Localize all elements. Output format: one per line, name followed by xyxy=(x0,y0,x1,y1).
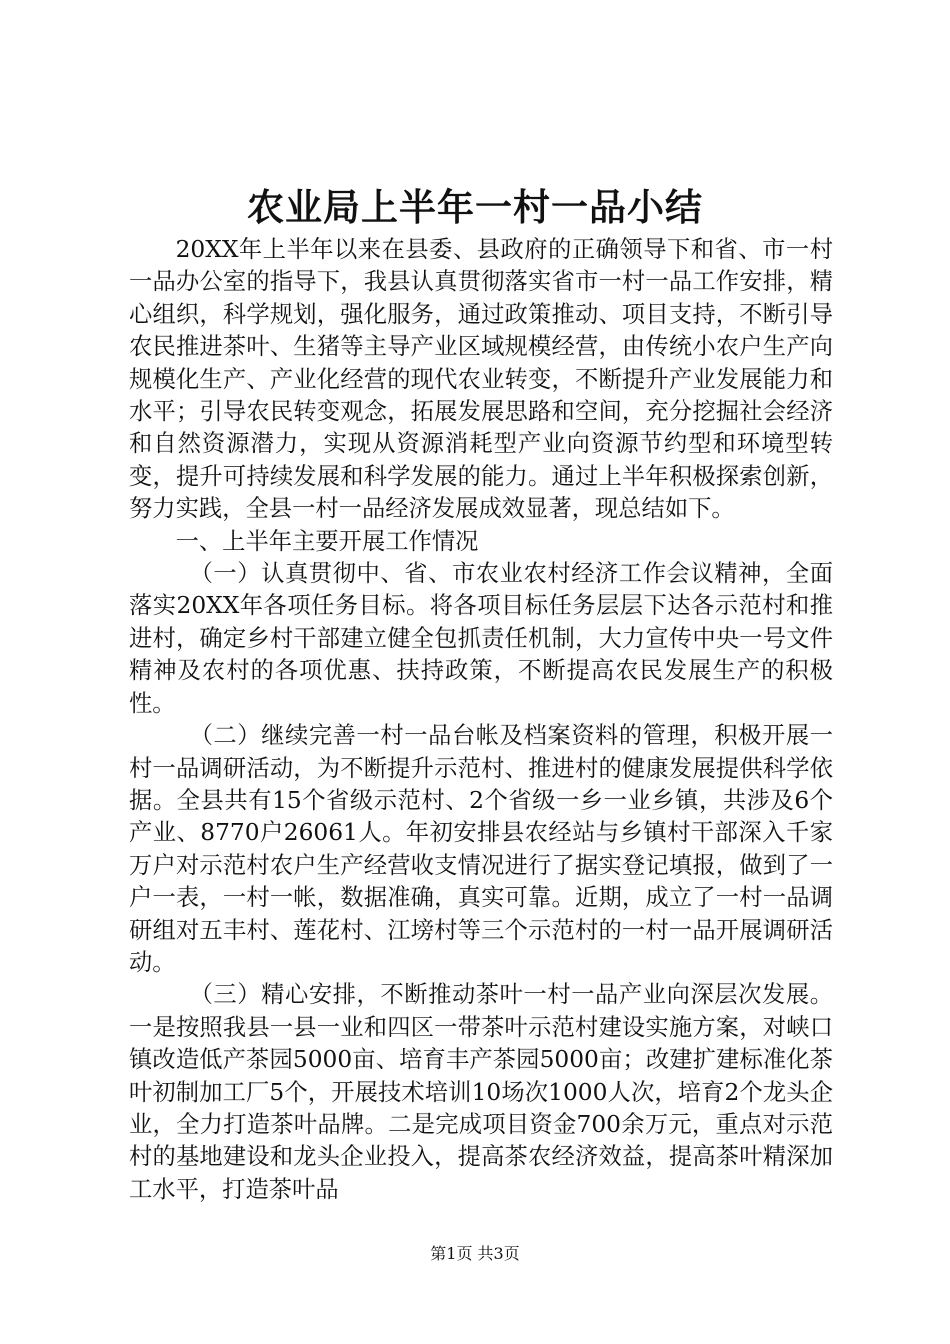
document-title: 农业局上半年一村一品小结 xyxy=(247,185,703,229)
page-footer: 第1页 共3页 xyxy=(430,1244,520,1263)
item-one-paragraph: （一）认真贯彻中、省、市农业农村经济工作会议精神，全面落实20XX年各项任务目标。将各项目标任务层层下达各示范村和推进村，确定乡村干部建立健全包抓责任机制，大力宣传中央一号文件精神及农村的各项优惠、扶持政策，不断提高农民发展生产的积极性。 xyxy=(129,560,833,717)
document-body xyxy=(129,234,833,1206)
intro-paragraph: 20XX年上半年以来在县委、县政府的正确领导下和省、市一村一品办公室的指导下，我县认真贯彻落实省市一村一品工作安排，精心组织，科学规划，强化服务，通过政策推动、项目支持，不断引导农民推进茶叶、生猪等主导产业区域规模经营，由传统小农户生产向规模化生产、产业化经营的现代农业转变，不断提升产业发展能力和水平；引导农民转变观念，拓展发展思路和空间，充分挖掘社会经济和自然资源潜力，实现从资源消耗型产业向资源节约型和环境型转变，提升可持续发展和科学发展的能力。通过上半年积极探索创新，努力实践，全县一村一品经济发展成效显著，现总结如下。 xyxy=(129,236,833,523)
item-two-paragraph: （二）继续完善一村一品台帐及档案资料的管理，积极开展一村一品调研活动，为不断提升示范村、推进村的健康发展提供科学依据。全县共有15个省级示范村、2个省级一乡一业乡镇，共涉及6个产业、8770户26061人。年初安排县农经站与乡镇村干部深入千家万户对示范村农户生产经营收支情况进行了据实登记填报，做到了一户一表，一村一帐，数据准确，真实可靠。近期，成立了一村一品调研组对五丰村、莲花村、江塝村等三个示范村的一村一品开展调研活动。 xyxy=(129,722,833,976)
section-heading: 一、上半年主要开展工作情况 xyxy=(175,527,479,555)
item-three-paragraph: （三）精心安排，不断推动茶叶一村一品产业向深层次发展。一是按照我县一县一业和四区一带茶叶示范村建设实施方案，对峡口镇改造低产茶园5000亩、培育丰产茶园5000亩；改建扩建标准化茶叶初制加工厂5个，开展技术培训10场次1000人次，培育2个龙头企业，全力打造茶叶品牌。二是完成项目资金700余万元，重点对示范村的基地建设和龙头企业投入，提高茶农经济效益，提高茶叶精深加工水平，打造茶叶品 xyxy=(129,981,833,1203)
